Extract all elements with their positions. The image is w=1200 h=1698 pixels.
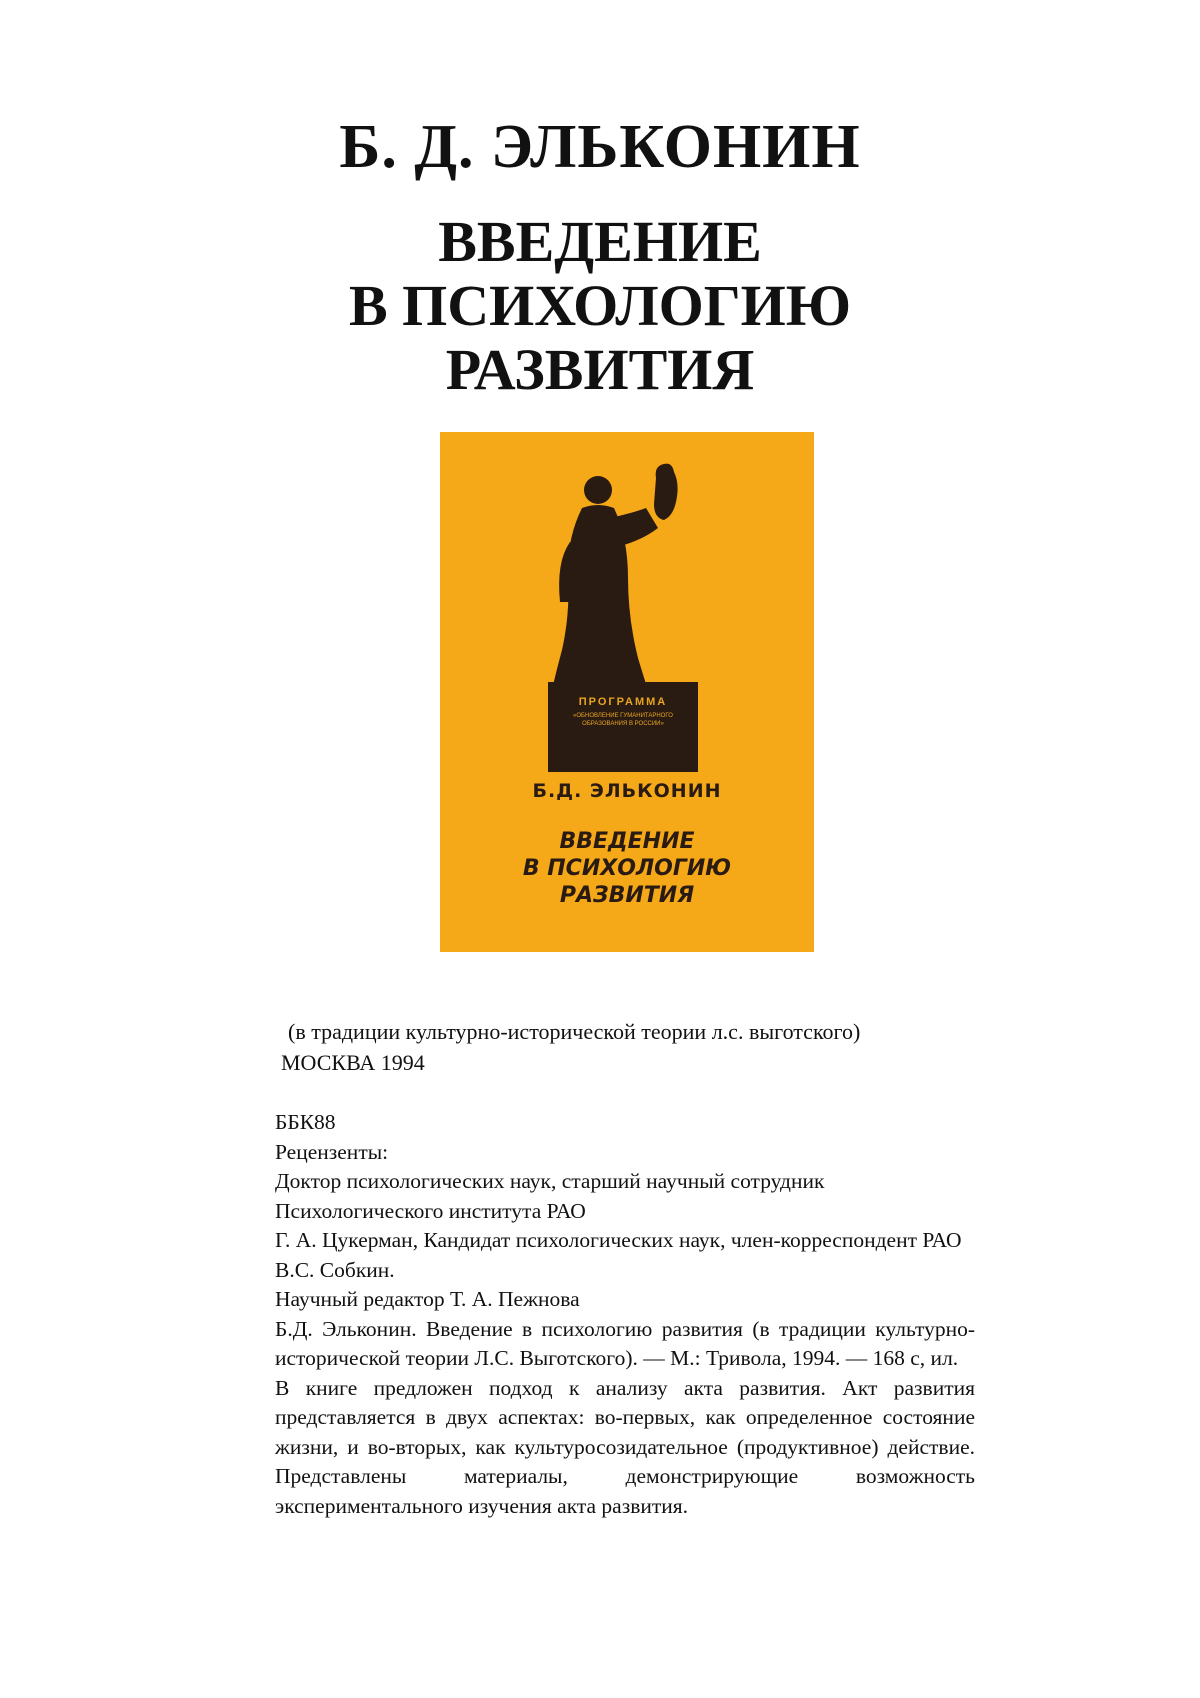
book-title-line: ВВЕДЕНИЕ	[438, 209, 762, 274]
plinth-small-text: «ОБНОВЛЕНИЕ ГУМАНИТАРНОГО ОБРАЗОВАНИЯ В РОССИИ»	[573, 713, 673, 727]
book-title-line: В ПСИХОЛОГИЮ	[348, 273, 852, 338]
book-title	[0, 210, 1200, 402]
book-title-line: РАЗВИТИЯ	[445, 337, 755, 402]
imprint-text	[275, 1108, 975, 1521]
plinth-label: ПРОГРАММА	[578, 696, 668, 708]
city-year: МОСКВА 1994	[281, 1050, 425, 1075]
reviewer-1-line: Психологического института РАО	[275, 1198, 586, 1223]
reviewer-1-line: Доктор психологических наук, старший научный сотрудник	[275, 1169, 825, 1193]
reviewer-2: Г. А. Цукерман, Кандидат психологических наук, член-корреспондент РАО	[275, 1228, 962, 1252]
book-author: Б. Д. ЭЛЬКОНИН	[339, 113, 861, 181]
cover-title	[440, 828, 814, 909]
abstract: В книге предложен подход к анализу акта развития. Акт развития представляется в двух аспектах: во-первых, как определенное состояние жизни, и во-вторых, как культуросозидательное (продуктивное) действие. Представлены материалы, демонстрирующие возможность экспериментального изучения акта развития.	[275, 1375, 975, 1518]
cover-author: Б.Д. ЭЛЬКОНИН	[532, 780, 722, 802]
cover-title-line: РАЗВИТИЯ	[559, 883, 695, 908]
cover-plinth	[548, 682, 698, 772]
scientific-editor: Научный редактор Т. А. Пежнова	[275, 1287, 580, 1311]
bibliographic-citation: Б.Д. Эльконин. Введение в психологию развития (в традиции культурно-исторической теории Л.С. Выготского). — М.: Тривола, 1994. — 168 с, ил.	[275, 1316, 975, 1370]
cover-image	[440, 432, 814, 952]
reviewer-3: В.С. Собкин.	[275, 1257, 395, 1282]
cover-title-line: ВВЕДЕНИЕ	[559, 829, 695, 854]
reviewers-label: Рецензенты:	[275, 1139, 389, 1164]
bbk-code: ББК88	[275, 1110, 336, 1134]
book-subtitle: (в традиции культурно-исторической теории л.с. выготского)	[288, 1019, 861, 1044]
cover-title-line: В ПСИХОЛОГИЮ	[522, 856, 732, 881]
philosopher-statue-icon	[530, 450, 720, 695]
